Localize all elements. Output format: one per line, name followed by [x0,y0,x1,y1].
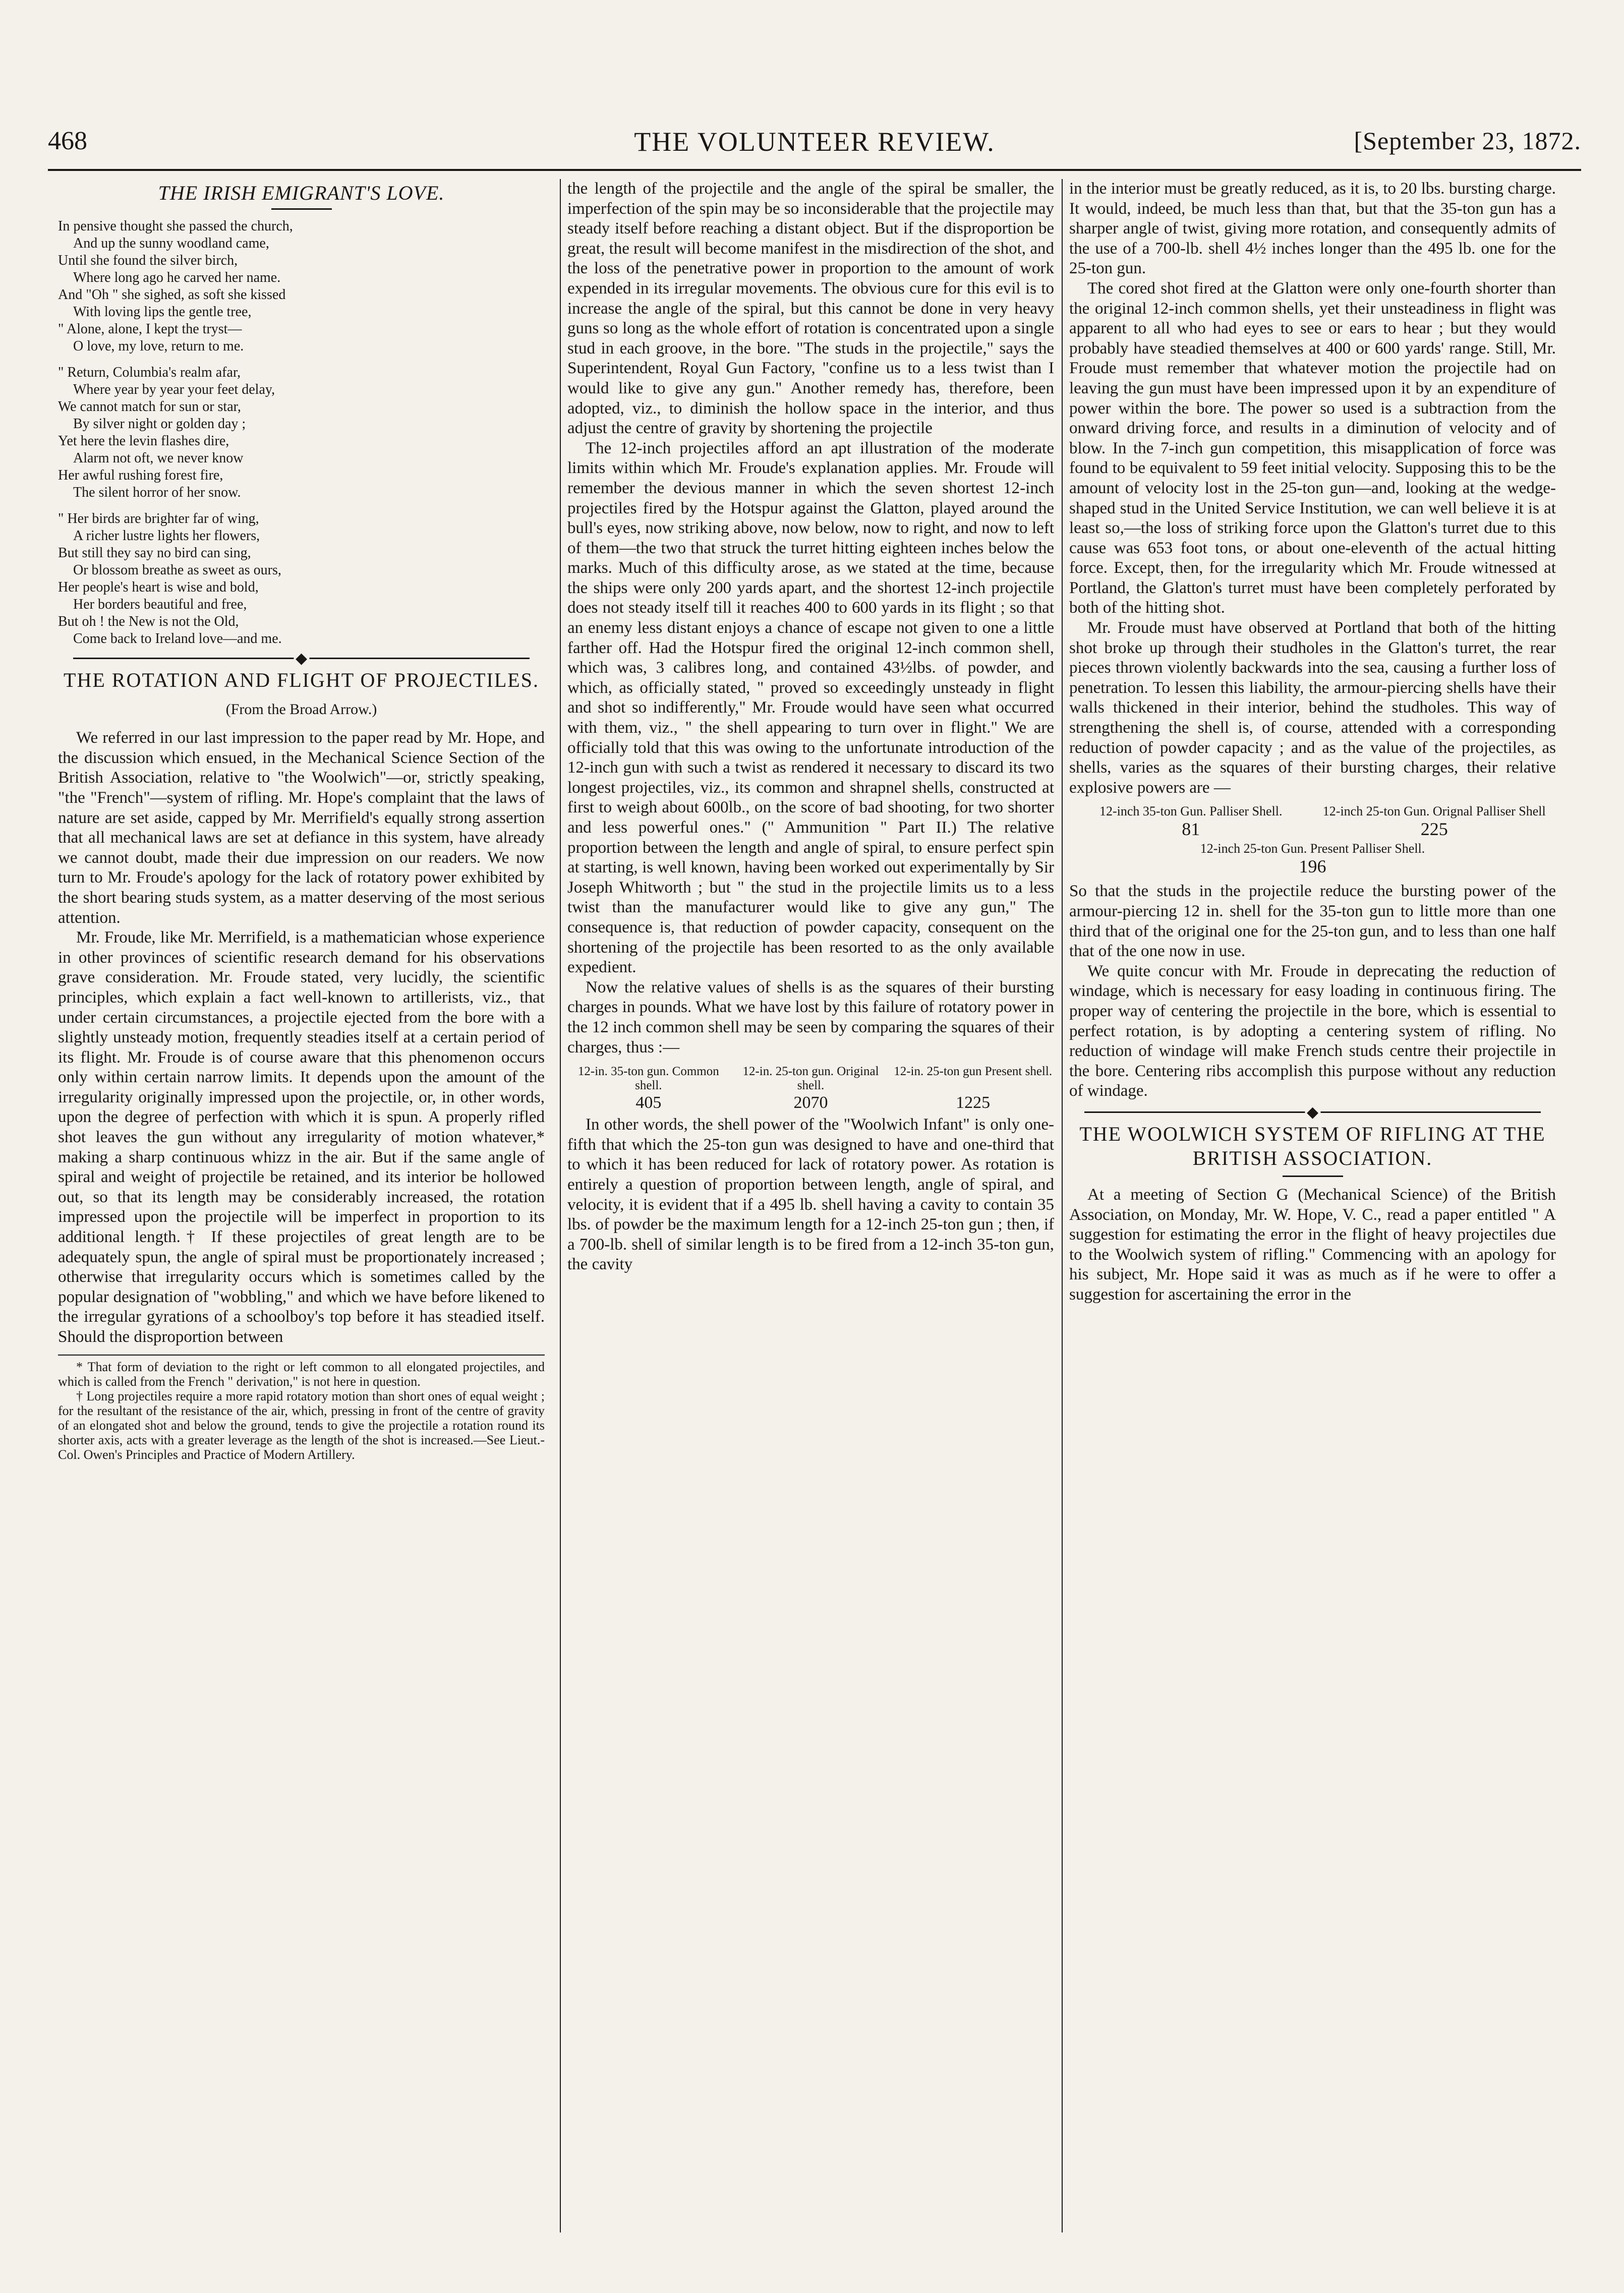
title-rule [1283,1175,1343,1177]
poem-line: By silver night or golden day ; [73,416,246,432]
poem-line: Until she found the silver birch, [58,252,238,268]
issue-date: [September 23, 1872. [1354,127,1581,155]
column-1 [58,179,545,2232]
poem-line: Come back to Ireland love—and me. [73,630,282,646]
table-header: 12-inch 25-ton Gun. Orignal Palliser Shell [1322,804,1546,819]
paragraph: In other words, the shell power of the "Woolwich Infant" is only one-fifth that which the 25-ton gun was designed to have and one-third that to which it has been reduced for lack of rotatory power. As rotation is entirely a question of proportion between length, angle of spiral, and velocity, it is evident that if a 495 lb. shell having a cavity to contain 35 lbs. of powder be the maximum length for a 12-inch 25-ton gun ; then, if a 700-lb. shell of similar length is to be fired from a 12-inch 35-ton gun, the cavity [567,1115,1054,1274]
poem-line: The silent horror of her snow. [73,484,241,500]
column-divider [1062,179,1063,2232]
paragraph: The cored shot fired at the Glatton were only one-fourth shorter than the original 12-inch common shells, yet their unsteadiness in flight was apparent to all who had eyes to see or ears to hear ; but they would probably have steadied themselves at 400 or 600 yards' range. Still, Mr. Froude must remember that whatever motion the projectile had on leaving the gun must have been impressed upon it by an expenditure of power within the bore. The power so used is a subtraction from the onward driving force, and results in a diminution of velocity and of blow. In the 7-inch gun competition, this misapplication of force was found to be equivalent to 59 feet initial velocity. Supposing this to be the amount of velocity lost in the 25-ton gun—and, looking at the wedge-shaped stud in the United Service Institution, we can well believe it is at least so,—the loss of striking force upon the Glatton's turret due to this cause was 653 foot tons, or about one-eleventh of the actual hitting force. Except, then, for the irregularity which Mr. Froude witnessed at Portland, the Glatton's turret must have been completely perforated by both of the hitting shot. [1069,279,1556,617]
table-value: 196 [1299,856,1326,877]
footnote: * That form of deviation to the right or left common to all elongated projectiles, and which is called from the French " derivation," is not here in question. [58,1359,545,1389]
poem-line: Her people's heart is wise and bold, [58,579,259,595]
poem-line: Her awful rushing forest fire, [58,467,223,483]
page-number: 468 [48,127,87,155]
paragraph: Mr. Froude, like Mr. Merrifield, is a mathematician whose experience in other provinces of scientific research demand for his observations grave consideration. Mr. Froude stated, very lucidly, the scientific principles, which explain a fact well-known to artillerists, viz., that under certain circumstances, a projectile ejected from the bore with a slightly unsteady motion, frequently steadies itself at a certain period of its flight. Mr. Froude is of course aware that this phenomenon occurs only within certain narrow limits. It depends upon the amount of the irregularity originally impressed upon the projectile, or, in other words, upon the degree of perfection with which it is spun. A properly rifled shot leaves the gun without any irregularity of motion whatever,* making a sharp continuous whizz in the air. But if the same angle of spiral and weight of projectile be retained, and its interior be hollowed out, so that its length may be considerably increased, the rotation impressed upon the projectile will be imperfect in proportion to its additional length.† If these projectiles of great length are to be adequately spun, the angle of spiral must be proportionately increased ; otherwise that irregularity occurs which is sometimes called by the popular designation of "wobbling," and which we have before likened to the irregular gyrations of a schoolboy's top before it has steadied itself. Should the disproportion between [58,928,545,1346]
poem-line: We cannot match for sun or star, [58,398,241,415]
table-value: 1225 [956,1093,991,1112]
paragraph: the length of the projectile and the angle of the spiral be smaller, the imperfection of the spin may be so inconsiderable that the projectile may steady itself before reaching a distant object. But if the disproportion be great, the result will become manifest in the misdirection of the shot, and the loss of the penetrative power in proportion to the amount of work expended in its irregular movements. The obvious cure for this evil is to increase the angle of the spiral, but this cannot be done in very heavy guns so long as the whole effort of rotation is concentrated upon a single stud in each groove, in the bore. "The studs in the projectile," says the Superintendent, Royal Gun Factory, "confine us to a less twist than I would like to give any gun." Another remedy has, therefore, been adopted, viz., to diminish the hollow space in the interior, and thus adjust the centre of gravity by shortening the projectile [567,180,1054,438]
footnote: † Long projectiles require a more rapid rotatory motion than short ones of equal weight ; for the resultant of the resistance of the air, which, pressing in front of the centre of gravity of an elongated shot and below the ground, tends to give the projectile a rotation round its shorter axis, acts with a greater leverage as the length of the shot is increased.—See Lieut.-Col. Owen's Principles and Practice of Modern Artillery. [58,1388,545,1462]
poem-line: Where long ago he carved her name. [73,269,281,285]
article-source: (From the Broad Arrow.) [225,700,377,718]
poem-line: " Alone, alone, I kept the tryst— [58,321,242,337]
paragraph: At a meeting of Section G (Mechanical Science) of the British Association, on Monday, Mr. W. Hope, V. C., read a paper entitled " A suggestion for estimating the error in the flight of heavy projectiles due to the Woolwich system of rifling." Commencing with an apology for his subject, Mr. Hope said it was as much as if he were to offer a suggestion for ascertaining the error in the [1069,1185,1556,1304]
poem-line: A richer lustre lights her flowers, [73,527,260,544]
table-header: 12-inch 35-ton Gun. Palliser Shell. [1099,804,1283,819]
poem-line: But oh ! the New is not the Old, [58,613,239,629]
poem-line: " Her birds are brighter far of wing, [58,510,259,526]
table-header: 12-in. 25-ton gun. Original shell. [742,1065,879,1093]
column-3 [1069,179,1556,2232]
poem-line: And "Oh " she sighed, as soft she kissed [58,286,286,303]
table-value: 81 [1182,819,1200,840]
header-rule [48,169,1581,171]
poem-stanza [58,218,545,355]
ornamental-rule [73,658,530,659]
paragraph: in the interior must be greatly reduced, as it is, to 20 lbs. bursting charge. It would, indeed, be much less than that, but that the 35-ton gun has a sharper angle of twist, giving more rotation, and consequently admits of the use of a 700-lb. shell 4½ inches longer than the 495 lb. one for the 25-ton gun. [1069,180,1556,278]
poem-line: And up the sunny woodland came, [73,235,269,251]
poem-line: In pensive thought she passed the church, [58,218,293,234]
title-rule [271,208,332,210]
paragraph: The 12-inch projectiles afford an apt illustration of the moderate limits within which Mr. Froude's explanation applies. Mr. Froude will remember the devious manner in which the seven shortest 12-inch projectiles fired by the Hotspur against the Glatton, played around the bull's eyes, now striking above, now below, now to right, and now to left of them—the two that struck the turret hitting eighteen inches below the marks. Much of this difficulty arose, as we stated at the time, because the ships were only 200 yards apart, and the shortest 12-inch projectile does not steady itself till it reaches 400 to 600 yards in its flight ; so that an enemy less distant enjoys a chance of escape not given to one a little farther off. Had the Hotspur fired the original 12-inch common shell, which was, 3 calibres long, and contained 43½lbs. of powder, and which, as officially stated, " proved so exceedingly unsteady in flight and shot so indifferently," Mr. Froude would have seen what occurred with them, viz., " the shell appearing to turn over in flight." We are officially told that this was owing to the unfortunate introduction of the 12-inch gun with such a twist as rendered it necessary to discard its two longest projectiles, viz., its common and shrapnel shells, constructed at first to weigh about 600lb., on the score of bad shooting, for two shorter and less powerful ones." (" Ammunition " Part II.) The relative proportion between the length and angle of spiral, to ensure perfect spin at starting, is well known, having been worked out experimentally by Sir Joseph Whitworth ; but " the stud in the projectile limits us to a less twist than the manufacturer would like to give any gun," The consequence is, that reduction of powder capacity, consequent on the shortening of the projectile has been resorted to as the only available expedient. [567,439,1054,977]
masthead-title: THE VOLUNTEER REVIEW. [634,127,995,157]
poem-line: Alarm not oft, we never know [73,450,244,466]
column-divider [560,179,561,2232]
charges-table [567,1065,1054,1113]
palliser-table [1069,804,1556,839]
palliser-present-entry [1069,841,1556,876]
table-header: 12-in. 25-ton gun Present shell. [894,1065,1053,1079]
table-header: 12-in. 35-ton gun. Common shell. [577,1065,719,1093]
poem-line: Or blossom breathe as sweet as ours, [73,562,281,578]
article-title: THE ROTATION AND FLIGHT OF PROJECTILES. [64,668,539,691]
poem-stanza [58,510,545,648]
poem-line: Her borders beautiful and free, [73,596,247,612]
poem-title: THE IRISH EMIGRANT'S LOVE. [158,182,445,204]
article-title: THE WOOLWICH SYSTEM OF RIFLING AT THE BRITISH ASSOCIATION. [1079,1122,1546,1169]
paragraph: We referred in our last impression to the paper read by Mr. Hope, and the discussion which ensued, in the Mechanical Science Section of the British Association, relative to "the Woolwich"—or, strictly speaking, "the "French"—system of rifling. Mr. Hope's complaint that the laws of nature are set aside, capped by Mr. Merrifield's equally strong assertion that all mechanical laws are set at defiance in this system, have already we cannot doubt, made their due impression on our readers. We now turn to Mr. Froude's apology for the lack of rotatory power exhibited by the short bearing studs system, as a matter deserving of the most serious attention. [58,729,545,927]
paragraph: So that the studs in the projectile reduce the bursting power of the armour-piercing 12 in. shell for the 35-ton gun to little more than one third that of the original one for the 25-ton gun, and to less than one half that of the one now in use. [1069,882,1556,961]
poem-line: With loving lips the gentle tree, [73,304,252,320]
poem-body [58,218,545,648]
page-header [48,126,1581,166]
footnote-rule [58,1355,545,1356]
poem-line: But still they say no bird can sing, [58,545,251,561]
poem-line: " Return, Columbia's realm afar, [58,364,241,380]
paragraph: Now the relative values of shells is as the squares of their bursting charges in pounds. What we have lost by this failure of rotatory power in the 12 inch common shell may be seen by comparing the squares of their charges, thus :— [567,978,1054,1056]
poem-line: O love, my love, return to me. [73,338,244,354]
ornamental-rule [1084,1111,1541,1113]
poem-line: Where year by year your feet delay, [73,381,275,397]
column-2 [567,179,1054,2232]
table-value: 405 [635,1093,662,1112]
table-header: 12-inch 25-ton Gun. Present Palliser Shell. [1200,841,1425,856]
table-value: 2070 [793,1093,828,1112]
poem-line: Yet here the levin flashes dire, [58,433,229,449]
table-value: 225 [1420,819,1448,840]
paragraph: Mr. Froude must have observed at Portland that both of the hitting shot broke up through their studholes in the Glatton's turret, the rear pieces thrown violently backwards into the sea, causing a further loss of penetration. To lessen this liability, the armour-piercing shells have their walls thickened in their interior, behind the studholes. This way of strengthening the shell is, of course, attended with a corresponding reduction of powder capacity ; and as the value of the projectiles, as shells, varies as the squares of their bursting charges, their relative explosive powers are — [1069,619,1556,797]
poem-stanza [58,364,545,501]
paragraph: We quite concur with Mr. Froude in deprecating the reduction of windage, which is necessary for easy loading in continuous firing. The proper way of centering the projectile in the bore, which is essential to perfect rotation, is by adopting a centering system of rifling. No reduction of windage will make French studs centre their projectile in the bore. Centering ribs accomplish this purpose without any reduction of windage. [1069,962,1556,1100]
